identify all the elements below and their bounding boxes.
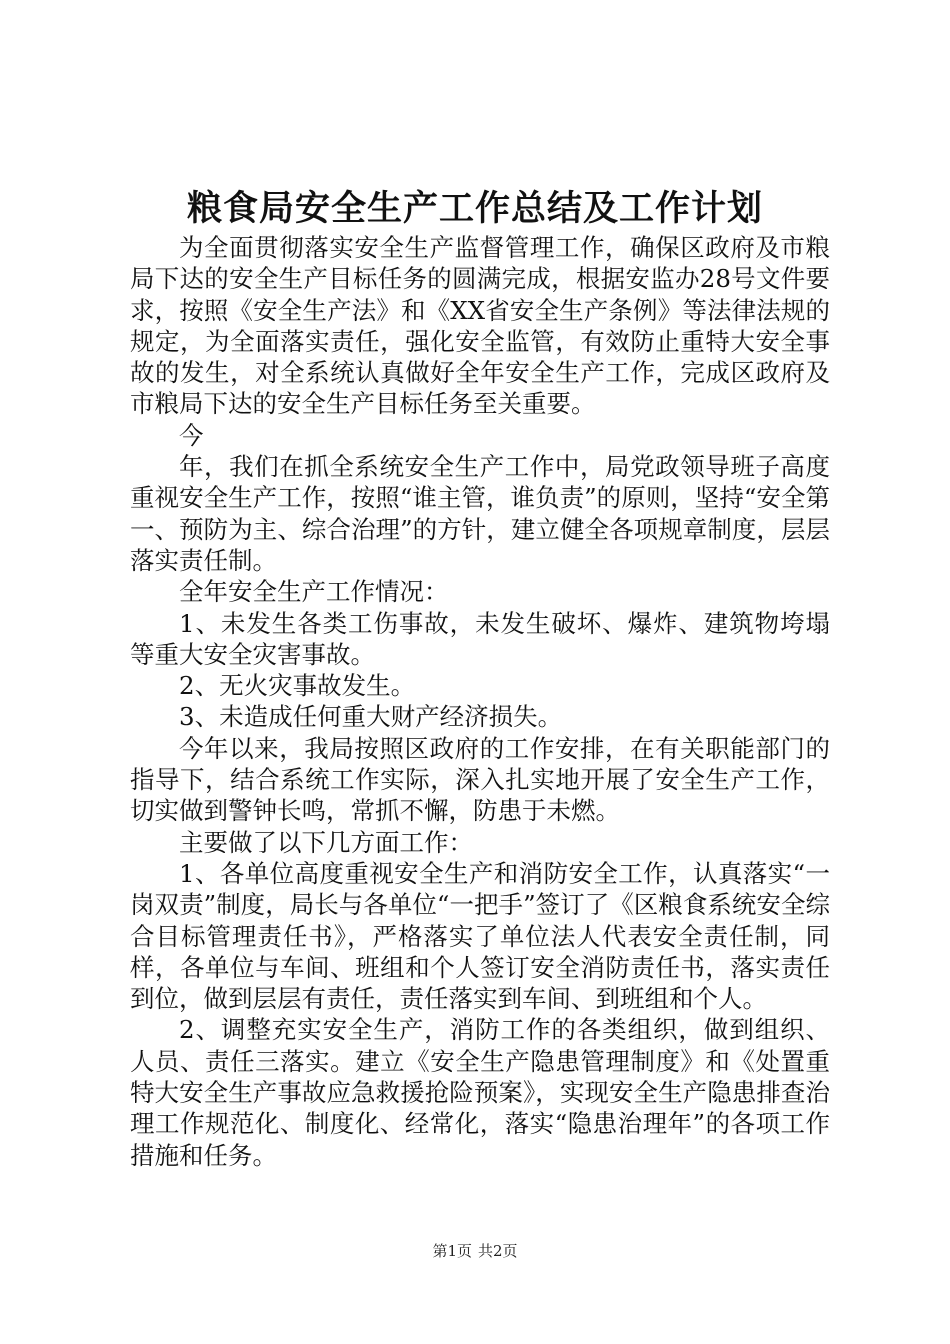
page-title: 粮食局安全生产工作总结及工作计划 xyxy=(186,188,763,229)
paragraph-work-item-2: 2、调整充实安全生产，消防工作的各类组织，做到组织、人员、责任三落实。建立《安全生产隐患管理制度》和《处置重特大安全生产事故应急救援抢险预案》，实现安全生产隐患排查治理工作规范化、制度化、经常化，落实“隐患治理年”的各项工作措施和任务。 xyxy=(130,1015,830,1170)
paragraph-work-heading: 主要做了以下几方面工作： xyxy=(179,827,473,857)
paragraph-situation-item-3: 3、未造成任何重大财产经济损失。 xyxy=(179,702,563,732)
document-body xyxy=(130,232,830,1171)
page-number: 第1页 xyxy=(432,1242,472,1260)
paragraph-situation-heading: 全年安全生产工作情况： xyxy=(179,577,449,607)
paragraph-intro: 为全面贯彻落实安全生产监督管理工作，确保区政府及市粮局下达的安全生产目标任务的圆满完成，根据安监办28号文件要求，按照《安全生产法》和《XX省安全生产条例》等法律法规的规定，为全面落实责任，强化安全监管，有效防止重特大安全事故的发生，对全系统认真做好全年安全生产工作，完成区政府及市粮局下达的安全生产目标任务至关重要。 xyxy=(130,233,830,419)
paragraph-situation-item-1: 1、未发生各类工伤事故，未发生破坏、爆炸、建筑物垮塌等重大安全灾害事故。 xyxy=(130,608,830,669)
page-footer xyxy=(0,1241,950,1261)
page-total: 共2页 xyxy=(478,1242,518,1260)
paragraph-work-overview: 今年以来，我局按照区政府的工作安排，在有关职能部门的指导下，结合系统工作实际，深入扎实地开展了安全生产工作，切实做到警钟长鸣，常抓不懈，防患于未燃。 xyxy=(130,733,830,826)
paragraph-work-item-1: 1、各单位高度重视安全生产和消防安全工作，认真落实“一岗双责”制度，局长与各单位“一把手”签订了《区粮食系统安全综合目标管理责任书》，严格落实了单位法人代表安全责任制，同样，各单位与车间、班组和个人签订安全消防责任书，落实责任到位，做到层层有责任，责任落实到车间、到班组和个人。 xyxy=(130,858,830,1014)
paragraph-situation-item-2: 2、无火灾事故发生。 xyxy=(179,671,416,701)
paragraph-fragment: 今 xyxy=(179,420,204,450)
paragraph-year-summary: 年，我们在抓全系统安全生产工作中，局党政领导班子高度重视安全生产工作，按照“谁主管，谁负责”的原则，坚持“安全第一、预防为主、综合治理”的方针，建立健全各项规章制度，层层落实责任制。 xyxy=(130,452,830,575)
